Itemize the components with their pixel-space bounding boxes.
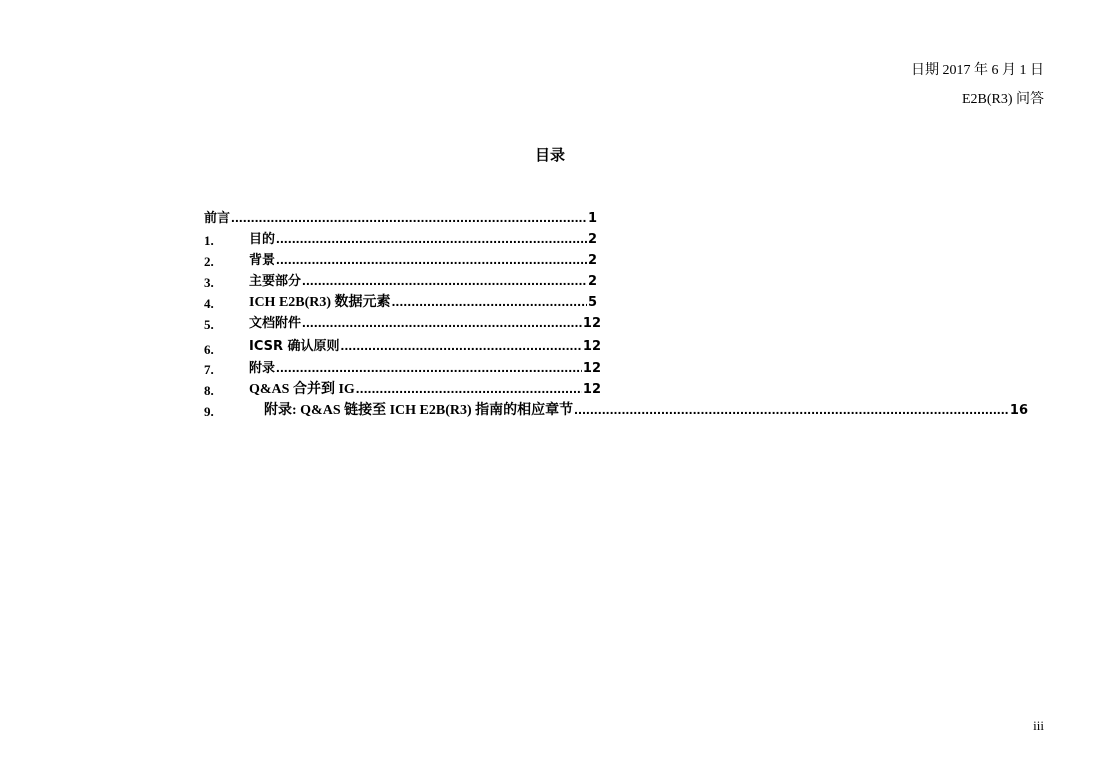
toc-dot-leader xyxy=(302,272,587,290)
toc-entry-number: 4. xyxy=(204,296,214,311)
toc-entry-number: 1. xyxy=(204,233,214,248)
toc-dot-leader xyxy=(276,359,582,377)
toc-entry-4[interactable] xyxy=(204,293,597,311)
toc-entry-title: Q&AS 合并到 IG xyxy=(249,382,355,397)
toc-entry-page: 12 xyxy=(582,361,601,376)
toc-entry-6[interactable] xyxy=(204,337,601,355)
toc-entry-number: 8. xyxy=(204,383,214,398)
toc-entry-number: 6. xyxy=(204,342,214,357)
toc-entry-page: 2 xyxy=(587,232,597,247)
toc-entry-number: 7. xyxy=(204,362,214,377)
toc-dot-leader xyxy=(392,293,587,311)
toc-entry-number: 9. xyxy=(204,404,214,419)
toc-dot-leader xyxy=(231,209,587,227)
toc-entry-9[interactable] xyxy=(204,401,1028,419)
toc-entry-number: 5. xyxy=(204,317,214,332)
header-date: 日期 2017 年 6 月 1 日 xyxy=(911,63,1044,78)
toc-entry-page: 5 xyxy=(587,295,597,310)
toc-entry-number: 3. xyxy=(204,275,214,290)
toc-entry-number: 2. xyxy=(204,254,214,269)
toc-entry-title: 文档附件 xyxy=(249,316,302,331)
toc-entry-page: 2 xyxy=(587,274,597,289)
toc-entry-title: 前言 xyxy=(204,211,231,226)
toc-entry-title: 背景 xyxy=(249,253,276,268)
toc-entry-preface[interactable] xyxy=(204,209,597,227)
toc-dot-leader xyxy=(276,251,587,269)
toc-entry-page: 2 xyxy=(587,253,597,268)
toc-entry-1[interactable] xyxy=(204,230,597,248)
toc-entry-title: 附录: Q&AS 链接至 ICH E2B(R3) 指南的相应章节 xyxy=(264,403,574,418)
toc-entry-title: ICH E2B(R3) 数据元素 xyxy=(249,295,391,310)
toc-dot-leader xyxy=(574,401,1009,419)
toc-entry-page: 12 xyxy=(582,339,601,354)
toc-entry-3[interactable] xyxy=(204,272,597,290)
toc-entry-7[interactable] xyxy=(204,359,601,377)
toc-entry-title: ICSR 确认原则 xyxy=(249,339,340,354)
toc-entry-title: 附录 xyxy=(249,361,276,376)
toc-entry-page: 1 xyxy=(587,211,597,226)
toc-entry-title: 主要部分 xyxy=(249,274,302,289)
toc-dot-leader xyxy=(356,380,582,398)
toc-entry-5[interactable] xyxy=(204,314,601,332)
toc-dot-leader xyxy=(276,230,587,248)
toc-dot-leader xyxy=(341,337,582,355)
toc-dot-leader xyxy=(302,314,582,332)
toc-entry-page: 16 xyxy=(1009,403,1028,418)
toc-entry-title: 目的 xyxy=(249,232,276,247)
page-number: iii xyxy=(1033,718,1044,733)
toc-entry-page: 12 xyxy=(582,382,601,397)
toc-entry-8[interactable] xyxy=(204,380,601,398)
toc-entry-2[interactable] xyxy=(204,251,597,269)
toc-entry-page: 12 xyxy=(582,316,601,331)
header-document-title: E2B(R3) 问答 xyxy=(961,92,1044,107)
toc-heading: 目录 xyxy=(534,146,565,164)
